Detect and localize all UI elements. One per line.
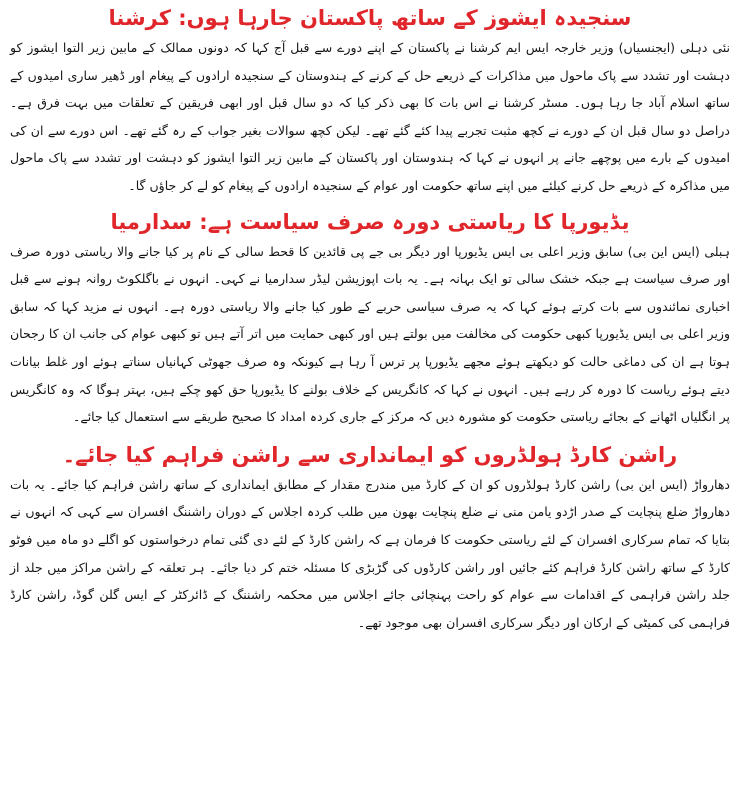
article-1-body: نئی دہلی (ایجنسیاں) وزیر خارجہ ایس ایم کرشنا نے پاکستان کے اپنے دورے سے قبل آج کہا کہ دونوں ممالک کے مابین زیر التوا ایشوز کو دہشت اور تشدد سے پاک ماحول میں مذاکرات کے ذریعے حل کے کرنے کے ہندوستان کے سنجیدہ ارادوں کے پیغام اور ڈھیر ساری امیدوں کے ساتھ اسلام آباد جا رہا ہوں۔ مسٹر کرشنا نے اس بات کا بھی ذکر کیا کہ دو سال قبل اور ابھی فریقین کے تعلقات میں بہت فرق ہے۔ دراصل دو سال قبل ان کے دورے نے کچھ مثبت تجربے پیدا کئے گئے تھے۔ لیکن کچھ سوالات بغیر جواب کے رہ گئے تھے۔ اس دورے سے ان کی امیدوں کے بارے میں پوچھے جانے پر انہوں نے کہا کہ ہندوستان اور پاکستان کے مابین زیر التوا ایشوز کو دہشت اور تشدد سے پاک ماحول میں مذاکرہ کے ذریعے حل کرنے کیلئے میں اپنے ساتھ حکومت اور عوام کے سنجیدہ ارادوں کے پیغام کو لے کر جاؤں گا۔ bbox=[10, 40, 730, 193]
article-2-body: ہبلی (ایس این بی) سابق وزیر اعلی بی ایس یڈیورپا اور دیگر بی جے پی قائدین کا قحط سالی کے نام پر کیا جانے والا ریاستی دورہ صرف اور صرف سیاست ہے جبکہ خشک سالی تو ایک بہانہ ہے۔ یہ بات اپوزیشن لیڈر سدارمیا نے کہی۔ انہوں نے باگلکوٹ روانہ ہونے سے قبل اخباری نمائندوں سے بات کرتے ہوئے کہا کہ یہ صرف سیاسی حربے کے طور کیا جانے والا ریاستی دورہ ہے۔ انہوں نے مزید کہا کہ سابق وزیر اعلی بی ایس یڈیورپا کبھی حکومت کی مخالفت میں بولتے ہیں اور کبھی حمایت میں اتر آتے ہیں تو کبھی عوام کی جانب ان کا رجحان ہوتا ہے ان کی دماغی حالت کو دیکھتے ہوئے مجھے یڈیورپا پر ترس آ رہا ہے کیونکہ وہ صرف جھوٹی کہانیاں سناتے ہوئے اور غلط بیانات دیتے ہوئے ریاست کا دورہ کر رہے ہیں۔ انہوں نے کہا کہ کانگریس کے خلاف بولنے کا یڈیورپا حق کھو چکے ہیں، بہتر ہوگا کہ وہ کانگریس پر انگلیاں اٹھانے کے بجائے ریاستی حکومت کو مشورہ دیں کہ مرکز کے جاری کردہ امداد کا صحیح طریقے سے استعمال کیا جائے۔ bbox=[10, 243, 730, 425]
article-2-headline: یڈیورپا کا ریاستی دورہ صرف سیاست ہے: سدارمیا bbox=[110, 209, 630, 234]
article-3-body: دھارواڑ (ایس این بی) راشن کارڈ ہولڈروں کو ان کے کارڈ میں مندرج مقدار کے مطابق ایمانداری کے ساتھ راشن فراہم کیا جائے۔ یہ بات دھارواڑ ضلع پنچایت کے صدر اڑدو یامن منی نے ضلع پنچایت بھون میں طلب کردہ اجلاس کے دوران راشننگ افسران سے کہی کہ انہوں نے بتایا کہ تمام سرکاری افسران کے لئے ریاستی حکومت کا فرمان ہے کہ راشن کارڈ کے لئے دی گئی تمام درخواستوں کو اگلے دو ماہ میں فوٹو کارڈ کے ساتھ راشن کارڈ فراہم کئے جائیں اور راشن کارڈوں کی گڑبڑی کا مسئلہ ختم کر دیا جائے۔ ہر تعلقہ کے راشن مراکز میں جلد از جلد راشن فراہمی کے اقدامات سے عوام کو راحت پہنچائی جائے اجلاس میں محکمہ راشننگ کے ڈائرکٹر کے ایس گلن گوڈ، راشن کارڈ فراہمی کی کمیٹی کے ارکان اور دیگر سرکاری افسران بھی موجود تھے۔ bbox=[10, 476, 730, 630]
article-3-headline: راشن کارڈ ہولڈروں کو ایمانداری سے راشن فراہم کیا جائے۔ bbox=[62, 442, 678, 467]
article-1-headline: سنجیدہ ایشوز کے ساتھ پاکستان جارہا ہوں: کرشنا bbox=[108, 6, 632, 30]
